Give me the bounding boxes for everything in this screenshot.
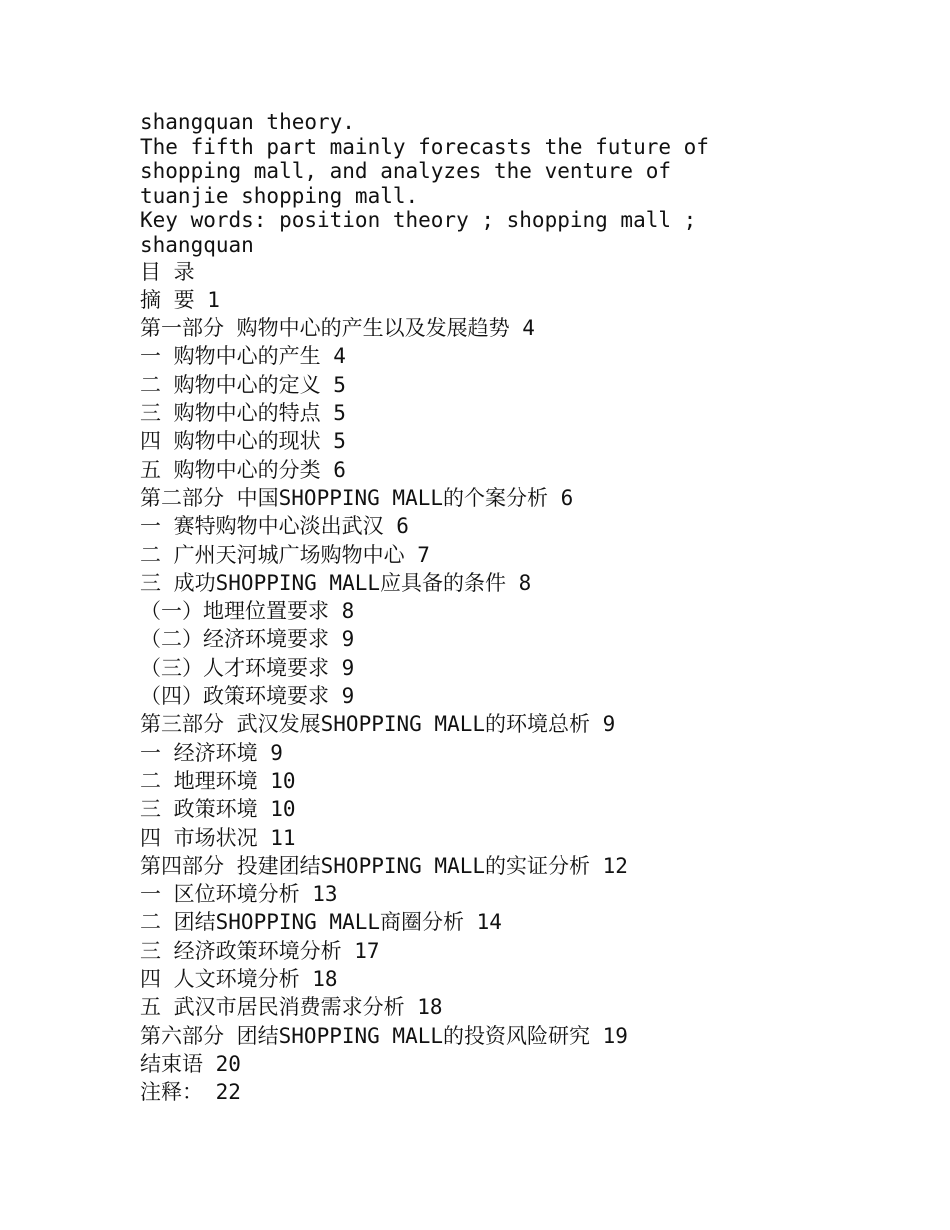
toc-entry: 二 团结SHOPPING MALL商圈分析 14 [140,910,502,935]
toc-entry: 三 政策环境 10 [140,797,296,822]
keywords-line: shangquan [140,232,254,257]
toc-entry: （二）经济环境要求 9 [140,627,355,652]
toc-entry: 一 购物中心的产生 4 [140,344,346,369]
toc-entry: 四 购物中心的现状 5 [140,429,346,454]
toc-entry: 第四部分 投建团结SHOPPING MALL的实证分析 12 [140,853,628,878]
toc-entry: （三）人才环境要求 9 [140,655,355,680]
abstract-text [140,110,920,258]
toc-entry: 第三部分 武汉发展SHOPPING MALL的环境总析 9 [140,712,616,737]
toc-entry: 三 购物中心的特点 5 [140,401,346,426]
toc-entry: 五 购物中心的分类 6 [140,457,346,482]
toc-entry: 一 经济环境 9 [140,740,283,765]
keywords-line: Key words: position theory ; shopping mall ; [140,208,697,233]
toc-entry: 五 武汉市居民消费需求分析 18 [140,995,443,1020]
abstract-line: tuanjie shopping mall. [140,183,419,208]
toc-entry: （一）地理位置要求 8 [140,599,355,624]
toc-entry: 二 广州天河城广场购物中心 7 [140,542,430,567]
toc-entry: 四 人文环境分析 18 [140,966,338,991]
document-page [140,110,920,1106]
toc-entry: 第一部分 购物中心的产生以及发展趋势 4 [140,316,535,341]
toc-entry: 注释： 22 [140,1080,241,1105]
toc-entry: 二 地理环境 10 [140,768,296,793]
toc-entry: 三 成功SHOPPING MALL应具备的条件 8 [140,570,532,595]
table-of-contents [140,258,920,1107]
toc-entry: 第六部分 团结SHOPPING MALL的投资风险研究 19 [140,1023,628,1048]
toc-entry: 结束语 20 [140,1051,241,1076]
toc-entry: （四）政策环境要求 9 [140,684,355,709]
toc-entry: 摘 要 1 [140,287,220,312]
toc-entry: 三 经济政策环境分析 17 [140,938,380,963]
toc-entry: 二 购物中心的定义 5 [140,372,346,397]
toc-entry: 第二部分 中国SHOPPING MALL的个案分析 6 [140,485,574,510]
abstract-line: The fifth part mainly forecasts the future of [140,134,709,159]
toc-entry: 四 市场状况 11 [140,825,296,850]
toc-entry: 一 区位环境分析 13 [140,882,338,907]
abstract-line: shopping mall, and analyzes the venture of [140,159,672,184]
toc-entry: 一 赛特购物中心淡出武汉 6 [140,514,409,539]
abstract-line: shangquan theory. [140,110,355,134]
toc-heading: 目 录 [140,259,195,284]
